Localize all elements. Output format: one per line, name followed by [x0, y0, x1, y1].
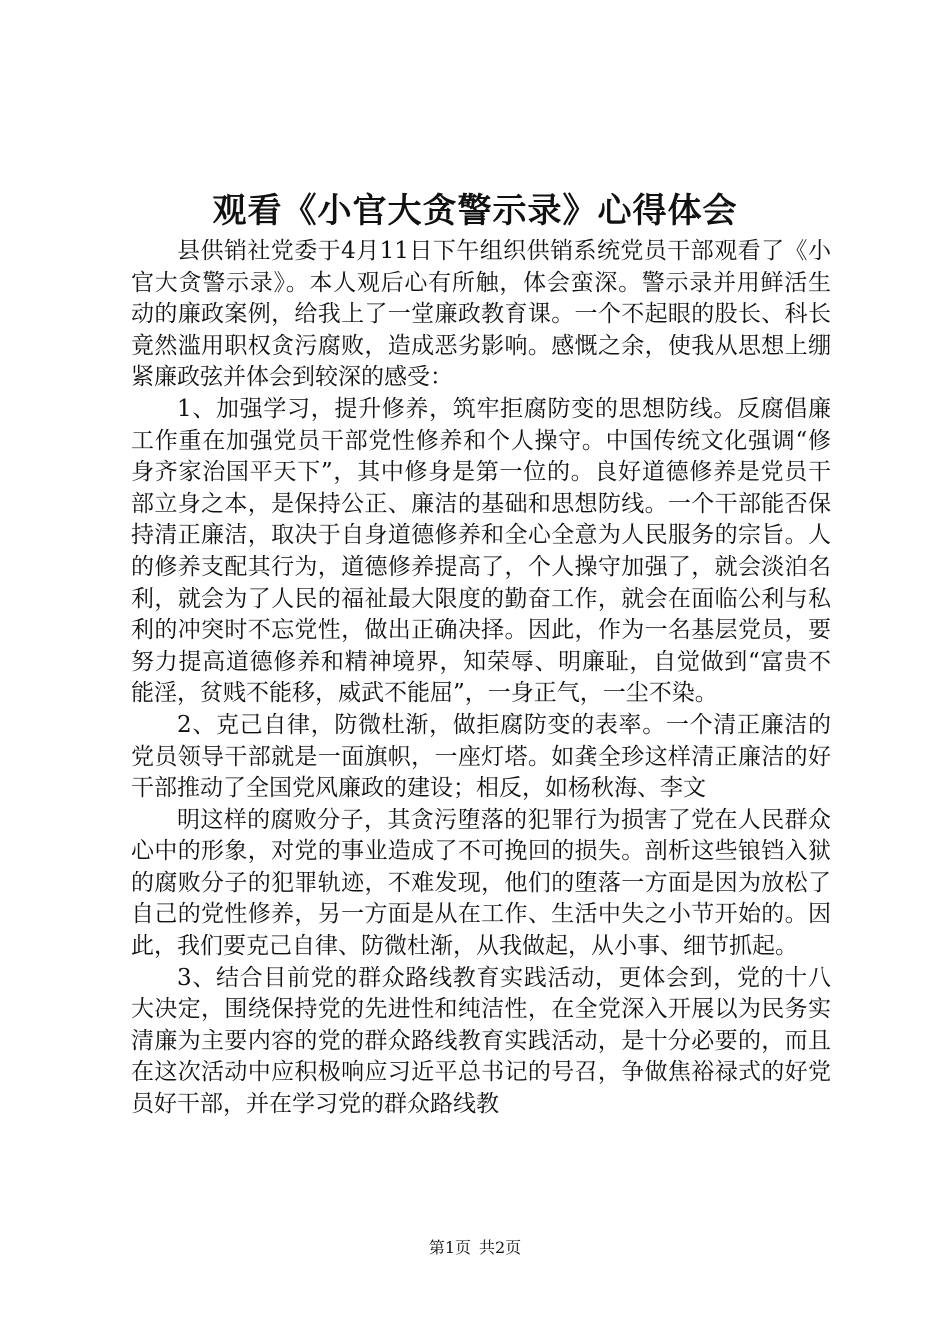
page-number: 第1页: [428, 1238, 471, 1257]
paragraph-point-2: 2、克己自律，防微杜渐，做拒腐防变的表率。一个清正廉洁的党员领导干部就是一面旗帜，一座灯塔。如龚全珍这样清正廉洁的好干部推动了全国党风廉政的建设；相反，如杨秋海、李文: [131, 711, 831, 802]
document-body: [131, 236, 831, 1121]
paragraph-point-3: 3、结合目前党的群众路线教育实践活动，更体会到，党的十八大决定，围绕保持党的先进性和纯洁性，在全党深入开展以为民务实清廉为主要内容的党的群众路线教育实践活动，是十分必要的，而且在这次活动中应积极响应习近平总书记的号召，争做焦裕禄式的好党员好干部，并在学习党的群众路线教: [131, 964, 831, 1118]
page-footer: [0, 1238, 950, 1258]
paragraph-point-2-continued: 明这样的腐败分子，其贪污堕落的犯罪行为损害了党在人民群众心中的形象，对党的事业造成了不可挽回的损失。剖析这些锒铛入狱的腐败分子的犯罪轨迹，不难发现，他们的堕落一方面是因为放松了自己的党性修养，另一方面是从在工作、生活中失之小节开始的。因此，我们要克己自律、防微杜渐，从我做起，从小事、细节抓起。: [131, 806, 831, 960]
paragraph-intro: 县供销社党委于4月11日下午组织供销系统党员干部观看了《小官大贪警示录》。本人观后心有所触，体会蛮深。警示录并用鲜活生动的廉政案例，给我上了一堂廉政教育课。一个不起眼的股长、科长竟然滥用职权贪污腐败，造成恶劣影响。感慨之余，使我从思想上绷紧廉政弦并体会到较深的感受：: [131, 238, 831, 391]
paragraph-point-1: 1、加强学习，提升修养，筑牢拒腐防变的思想防线。反腐倡廉工作重在加强党员干部党性修养和个人操守。中国传统文化强调“修身齐家治国平天下”，其中修身是第一位的。良好道德修养是党员干部立身之本，是保持公正、廉洁的基础和思想防线。一个干部能否保持清正廉洁，取决于自身道德修养和全心全意为人民服务的宗旨。人的修养支配其行为，道德修养提高了，个人操守加强了，就会淡泊名利，就会为了人民的福祉最大限度的勤奋工作，就会在面临公利与私利的冲突时不忘党性，做出正确决择。因此，作为一名基层党员，要努力提高道德修养和精神境界，知荣辱、明廉耻，自觉做到“富贵不能淫，贫贱不能移，威武不能屈”，一身正气，一尘不染。: [131, 395, 831, 707]
page-total: 共2页: [479, 1238, 522, 1257]
document-title: 观看《小官大贪警示录》心得体会: [212, 191, 738, 231]
